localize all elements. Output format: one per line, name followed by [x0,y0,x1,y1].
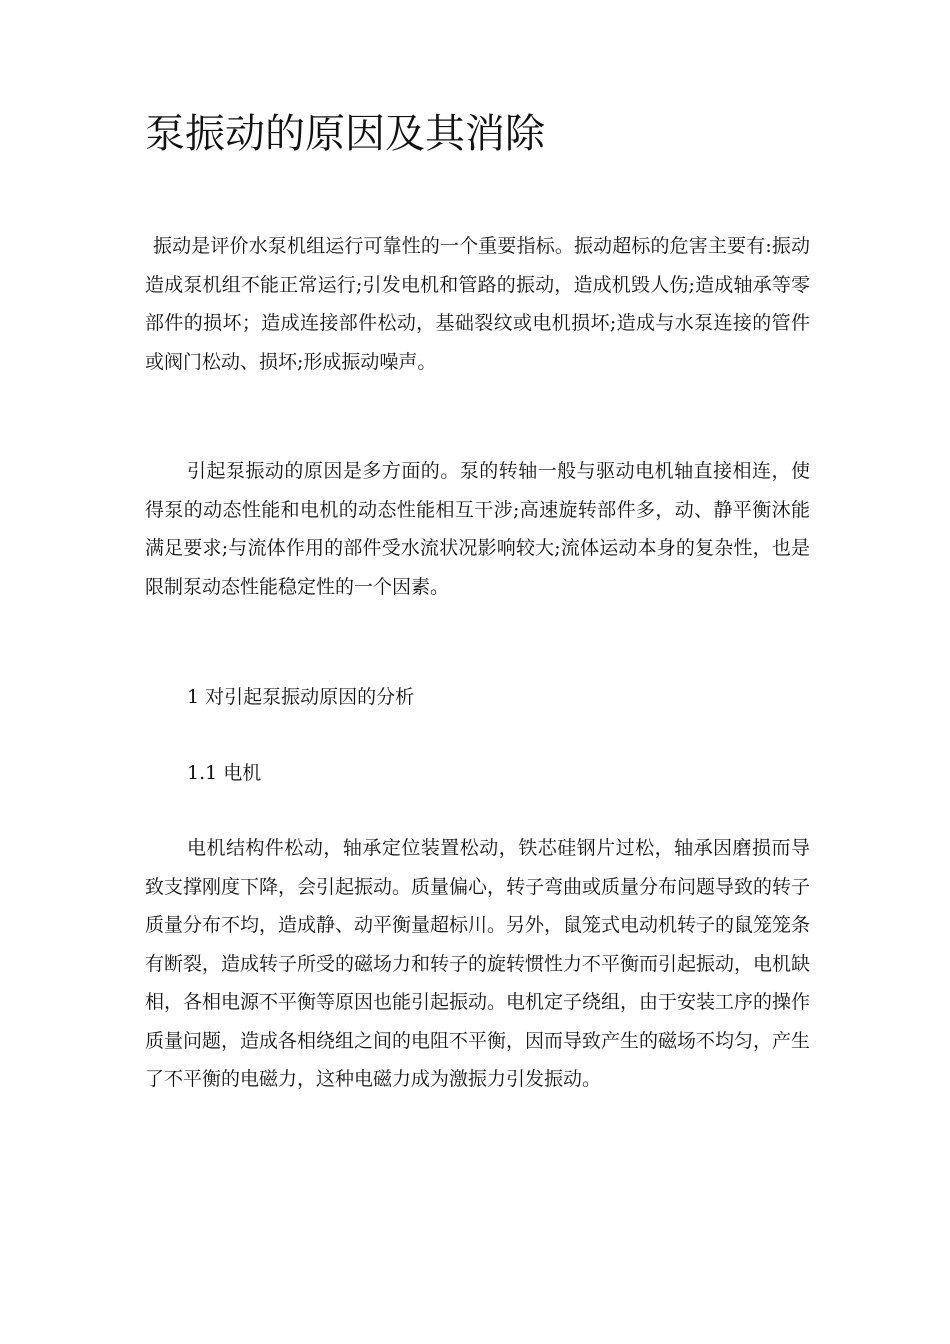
causes-paragraph: 引起泵振动的原因是多方面的。泵的转轴一般与驱动电机轴直接相连，使得泵的动态性能和电机的动态性能相互干涉;高速旋转部件多，动、静平衡沐能满足要求;与流体作用的部件受水流状况影响较大;流体运动本身的复杂性，也是限制泵动态性能稳定性的一个因素。 [145,460,810,598]
intro-paragraph: 振动是评价水泵机组运行可靠性的一个重要指标。振动超标的危害主要有:振动造成泵机组不能正常运行;引发电机和管路的振动，造成机毁人伤;造成轴承等零部件的损坏；造成连接部件松动，基础裂纹或电机损坏;造成与水泵连接的管件或阀门松动、损坏;形成振动噪声。 [145,235,810,373]
document-title: 泵振动的原因及其消除 [145,111,545,157]
section-heading-1: 1 对引起泵振动原因的分析 [187,686,415,708]
motor-paragraph: 电机结构件松动，轴承定位装置松动，铁芯硅钢片过松，轴承因磨损而导致支撑刚度下降，会引起振动。质量偏心，转子弯曲或质量分布问题导致的转子质量分布不均，造成静、动平衡量超标川。另外，鼠笼式电动机转子的鼠笼笼条有断裂，造成转子所受的磁场力和转子的旋转惯性力不平衡而引起振动，电机缺相，各相电源不平衡等原因也能引起振动。电机定子绕组，由于安装工序的操作质量问题，造成各相绕组之间的电阻不平衡，因而导致产生的磁场不均匀，产生了不平衡的电磁力，这种电磁力成为激振力引发振动。 [145,837,811,1090]
section-heading-1-1: 1.1 电机 [187,762,262,784]
